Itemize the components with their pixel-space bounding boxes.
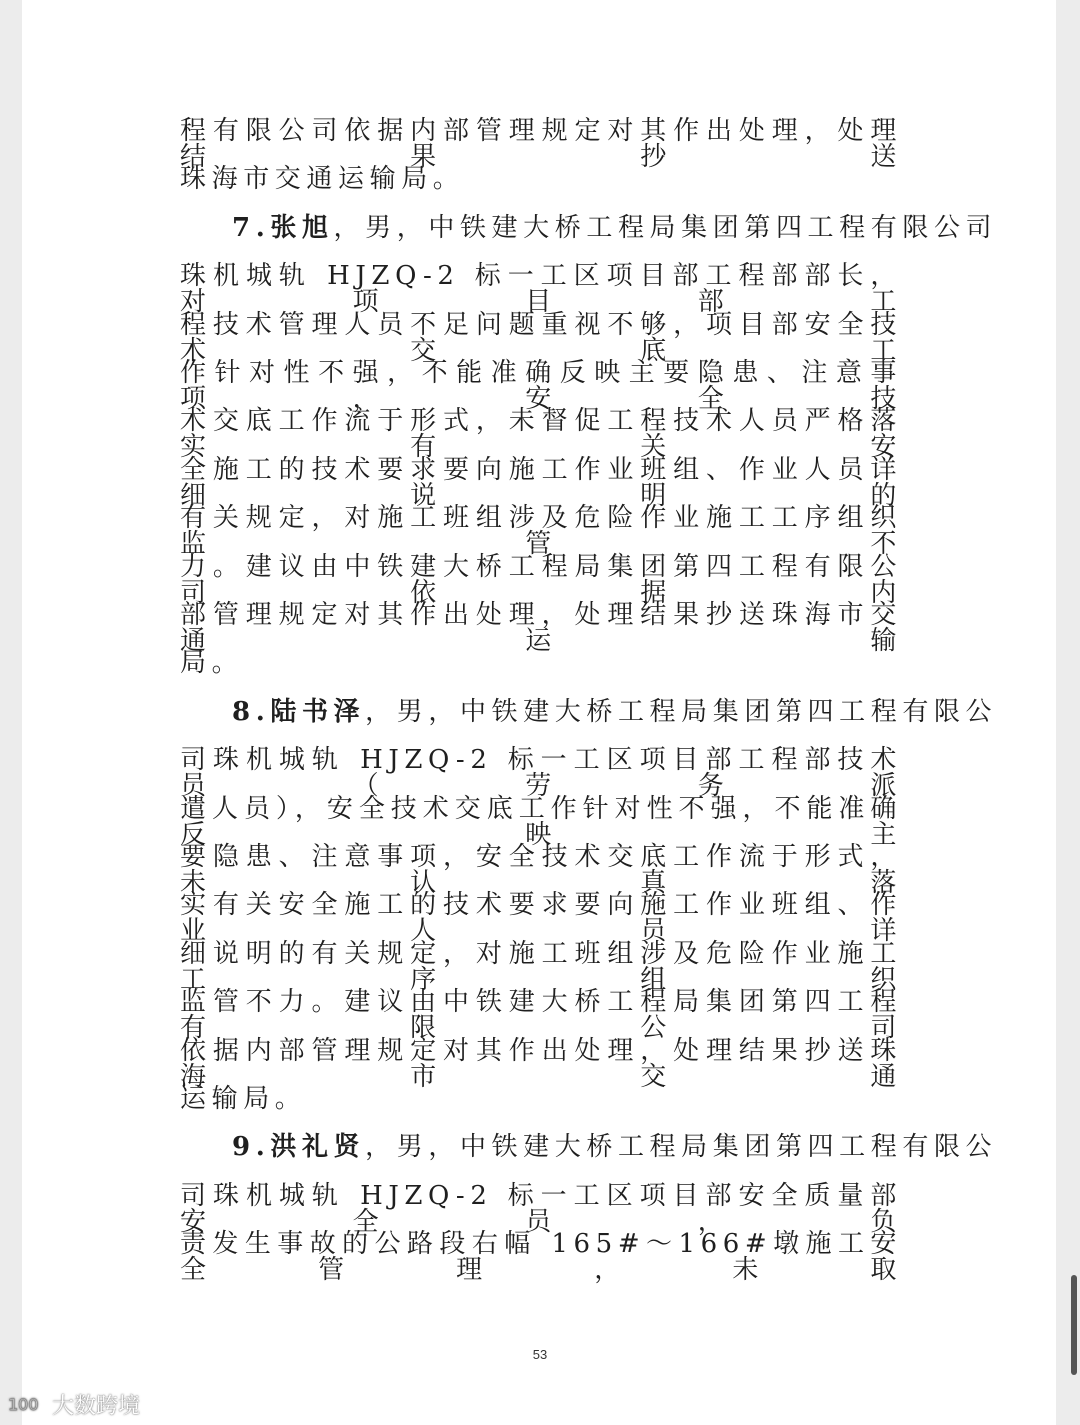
watermark-logo-icon [6, 1392, 46, 1416]
line-text: 部管理规定对其作出处理，处理结果抄送珠海市交通运输 [180, 600, 902, 656]
line-text: 责发生事故的公路段右幅 165#～166#墩施工安全管理，未取 [180, 1229, 902, 1286]
line-text: 司珠机城轨 HJZQ-2 标一工区项目部工程部技术员（劳务派 [180, 745, 902, 802]
paragraph-first-line [232, 1132, 998, 1163]
line-text: 实有关安全施工的技术要求要向施工作业班组、作业人员详 [180, 890, 902, 947]
paragraph-line [180, 844, 902, 896]
paragraph-first-line [232, 212, 998, 243]
item-number: 8. [232, 696, 271, 727]
paragraph-line [180, 1086, 902, 1112]
watermark-text: 大数跨境 [52, 1393, 141, 1419]
line-text: 程有限公司依据内部管理规定对其作出处理，处理结果抄送 [180, 116, 902, 172]
paragraph-line [180, 164, 902, 195]
person-name: 张旭 [270, 212, 334, 243]
line-text: 司珠机城轨 HJZQ-2 标一工区项目部安全质量部安全员，负 [180, 1180, 902, 1237]
line-text: 全施工的技术要求要向施工作业班组、作业人员详细说明的 [180, 454, 902, 511]
paragraph-line [180, 118, 902, 170]
paragraph-line [180, 938, 902, 995]
item-number: 7. [232, 212, 271, 243]
person-name: 洪礼贤 [270, 1132, 366, 1163]
item-number: 9. [232, 1132, 271, 1163]
paragraph-line [180, 551, 902, 608]
line-text: 细说明的有关规定，对施工班组涉及危险作业施工工序组织 [180, 938, 902, 995]
page-number: 53 [532, 1347, 548, 1362]
line-text: ，男，中铁建大桥工程局集团第四工程有限公 [365, 1132, 998, 1163]
line-text: 力。建议由中铁建大桥工程局集团第四工程有限公司依据内 [180, 551, 902, 608]
person-name: 陆书泽 [270, 696, 366, 727]
svg-text:100: 100 [8, 1395, 39, 1414]
paragraph-line [180, 503, 902, 560]
line-text: ，男，中铁建大桥工程局集团第四工程有限公 [365, 696, 998, 727]
watermark [6, 1388, 140, 1420]
line-text: 监管不力。建议由中铁建大桥工程局集团第四工程有限公司 [180, 987, 902, 1044]
paragraph-line [180, 602, 902, 654]
line-text: 局。 [180, 648, 244, 679]
paragraph-line [180, 987, 902, 1044]
paragraph-line [180, 1035, 902, 1092]
paragraph-line [180, 648, 902, 679]
paragraph-line [180, 360, 902, 412]
paragraph-line [180, 745, 902, 802]
line-text: 程技术管理人员不足问题重视不够，项目部安全技术交底工 [180, 309, 902, 366]
paragraph-line [180, 406, 902, 463]
scrollbar[interactable] [1071, 1275, 1077, 1375]
paragraph-first-line [232, 696, 998, 727]
line-text: 遣人员），安全技术交底工作针对性不强，不能准确反映主 [180, 793, 902, 850]
paragraph-line [180, 890, 902, 947]
line-text: 要隐患、注意事项，安全技术交底工作流于形式，未认真落 [180, 842, 902, 898]
line-text: 术交底工作流于形式，未督促工程技术人员严格落实有关安 [180, 406, 902, 463]
paragraph-line [180, 261, 902, 318]
paragraph-line [180, 454, 902, 511]
paragraph-line [180, 793, 902, 850]
paragraph-line [180, 1180, 902, 1237]
line-text: 运输局。 [180, 1084, 307, 1114]
line-text: 依据内部管理规定对其作出处理，处理结果抄送珠海市交通 [180, 1035, 902, 1092]
line-text: 珠海市交通运输局。 [180, 164, 465, 195]
line-text: 珠机城轨 HJZQ-2 标一工区项目部工程部部长，对项目部工 [180, 261, 902, 318]
line-text: ，男，中铁建大桥工程局集团第四工程有限公司 [333, 212, 998, 243]
paragraph-line [180, 1229, 902, 1286]
line-text: 有关规定，对施工班组涉及危险作业施工工序组织监管不 [180, 503, 902, 560]
line-text: 作针对性不强，不能准确反映主要隐患、注意事项，安全技 [180, 358, 902, 414]
paragraph-line [180, 309, 902, 366]
